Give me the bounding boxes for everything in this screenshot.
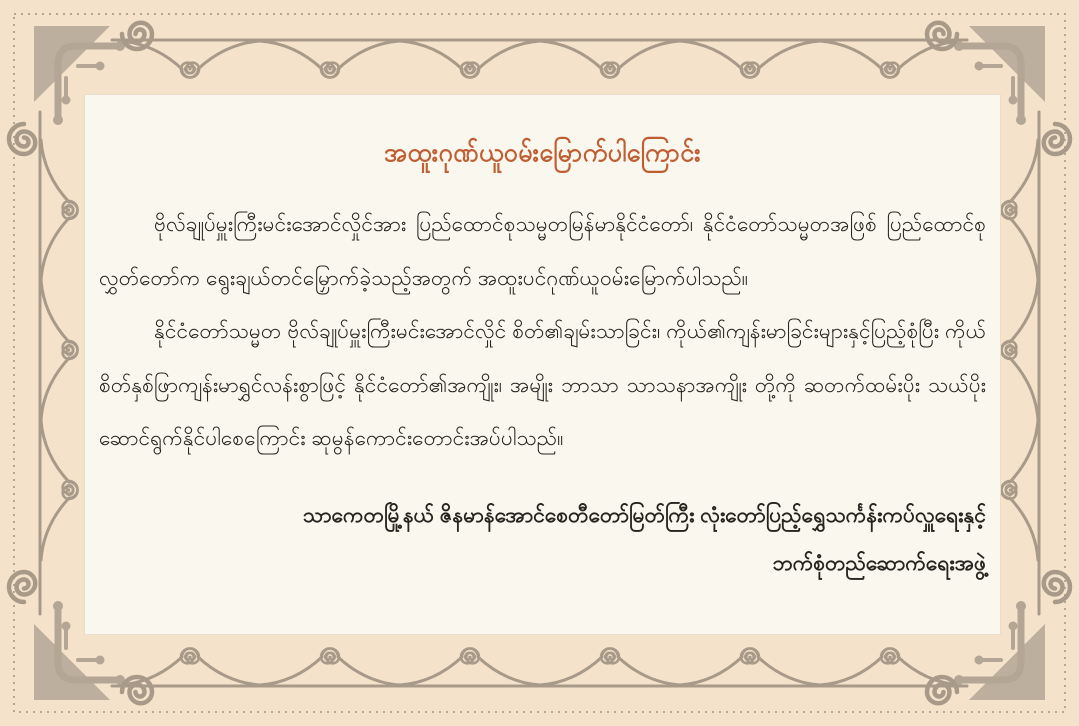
signature-line-1: သာကေတမြို့နယ် ဇိနမာန်အောင်စေတီတော်မြတ်ကြီး လုံးတော်ပြည့်ရွှေသင်္ကန်းကပ်လှူရေးနှင့် [302,503,986,527]
paragraph-congratulations: ဗိုလ်ချုပ်မှူးကြီးမင်းအောင်လှိုင်အား ပြည်ထောင်စုသမ္မတမြန်မာနိုင်ငံတော်၊ နိုင်ငံတော်သမ္မတအဖြစ် ပြည်ထောင်စုလွှတ်တော်က ရွေးချယ်တင်မြှောက်ခဲ့သည့်အတွက် အထူးပင်ဂုဏ်ယူဝမ်းမြောက်ပါသည်။ [99,213,986,290]
paragraph-wishes: နိုင်ငံတော်သမ္မတ ဗိုလ်ချုပ်မှူးကြီးမင်းအောင်လှိုင် စိတ်၏ချမ်းသာခြင်း၊ ကိုယ်၏ကျန်းမာခြင်းများနှင့်ပြည့်စုံပြီး ကိုယ်စိတ်နှစ်ဖြာကျန်းမာရွှင်လန်းစွာဖြင့် နိုင်ငံတော်၏အကျိုး၊ အမျိုး ဘာသာ သာသနာအကျိုး တို့ကို ဆတက်ထမ်းပိုး သယ်ပိုးဆောင်ရွက်နိုင်ပါစေကြောင်း ဆုမွန်ကောင်းတောင်းအပ်ပါသည်။ [99,320,986,451]
content-panel [84,94,1001,635]
top-garland [120,41,960,78]
signature-block [99,492,986,589]
bottom-garland [120,649,960,686]
left-garland [41,140,78,560]
signature-line-2: ဘက်စုံတည်ဆောက်ရေးအဖွဲ့ [772,552,986,576]
right-garland [1002,140,1039,560]
page-title: အထူးဂုဏ်ယူဝမ်းမြောက်ပါကြောင်း [384,139,701,167]
